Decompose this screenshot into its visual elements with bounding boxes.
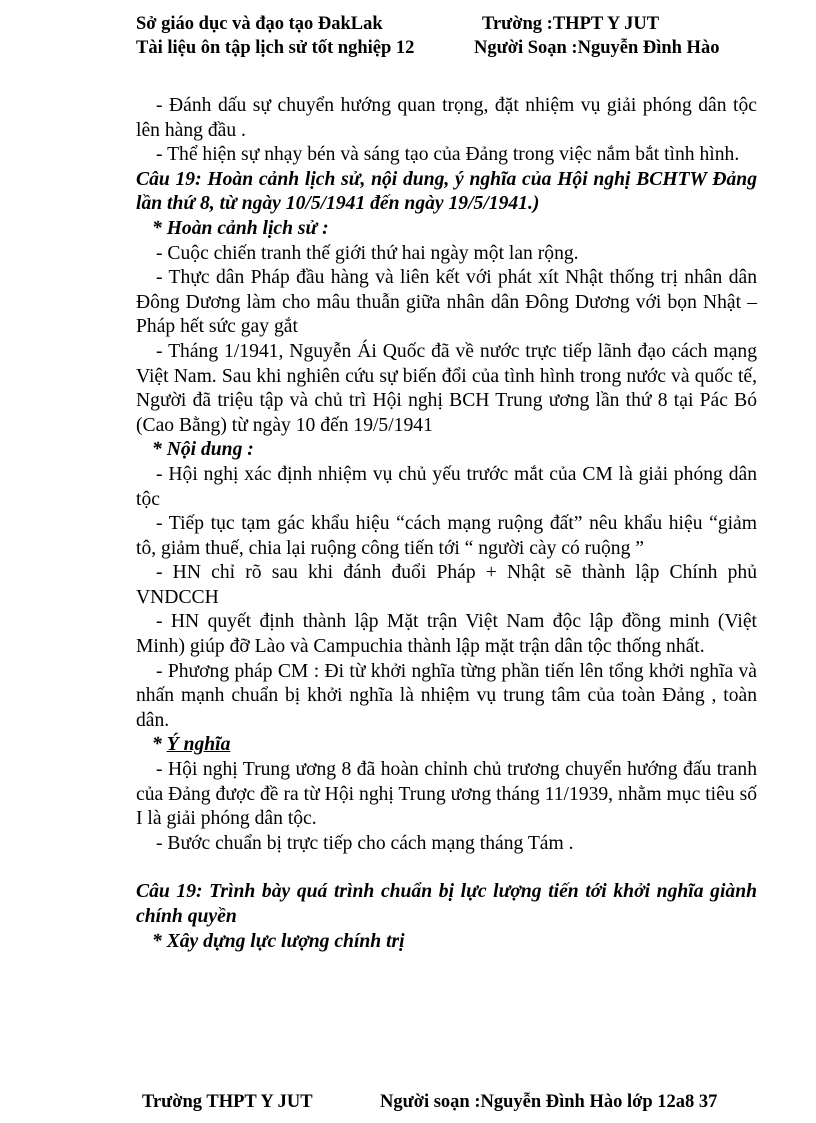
paragraph: - Hội nghị Trung ương 8 đã hoàn chỉnh chủ trương chuyển hướng đấu tranh của Đảng được đề ra từ Hội nghị Trung ương tháng 11/1939, nhằm mục tiêu số I là giải phóng dân tộc. xyxy=(136,759,757,830)
section-heading-context: * Hoàn cảnh lịch sử : xyxy=(152,217,329,239)
question-heading: Câu 19: Hoàn cảnh lịch sử, nội dung, ý nghĩa của Hội nghị BCHTW Đảng lần thứ 8, từ ngày 10/5/1941 đến ngày 19/5/1941.) xyxy=(136,168,757,215)
section-heading-meaning xyxy=(136,733,757,758)
spacer xyxy=(136,856,757,880)
paragraph: - Cuộc chiến tranh thế giới thứ hai ngày một lan rộng. xyxy=(156,242,579,264)
section-heading-content: * Nội dung : xyxy=(152,439,254,461)
paragraph: - Hội nghị xác định nhiệm vụ chủ yếu trước mắt của CM là giải phóng dân tộc xyxy=(136,463,757,510)
section-heading-political: * Xây dựng lực lượng chính trị xyxy=(152,930,405,952)
paragraph: - Thực dân Pháp đầu hàng và liên kết với phát xít Nhật thống trị nhân dân Đông Dương làm cho mâu thuẫn giữa nhân dân Đông Dương với bọn Nhật – Pháp hết sức gay gắt xyxy=(136,267,757,338)
paragraph: - HN quyết định thành lập Mặt trận Việt Nam độc lập đồng minh (Việt Minh) giúp đỡ Lào và Campuchia thành lập mặt trận dân tộc thống nhất. xyxy=(136,611,757,658)
question-heading: Câu 19: Trình bày quá trình chuẩn bị lực lượng tiến tới khởi nghĩa giành chính quyền xyxy=(136,881,757,927)
footer-school: Trường THPT Y JUT xyxy=(142,1092,313,1112)
page-header xyxy=(136,12,776,60)
paragraph: - Thể hiện sự nhạy bén và sáng tạo của Đảng trong việc nắm bắt tình hình. xyxy=(156,144,740,166)
paragraph: - Phương pháp CM : Đi từ khởi nghĩa từng phần tiến lên tổng khởi nghĩa và nhấn mạnh chuẩn bị khởi nghĩa là nhiệm vụ trung tâm của toàn Đảng , toàn dân. xyxy=(136,660,757,731)
header-author: Người Soạn :Nguyễn Đình Hào xyxy=(474,38,720,58)
paragraph: - HN chỉ rõ sau khi đánh đuổi Pháp + Nhật sẽ thành lập Chính phủ VNDCCH xyxy=(136,562,757,608)
heading-text: Ý nghĩa xyxy=(166,734,231,756)
header-school: Trường :THPT Y JUT xyxy=(482,14,660,34)
heading-bullet: * xyxy=(152,734,167,756)
header-department: Sở giáo dục và đạo tạo ĐakLak xyxy=(136,14,383,34)
header-document-title: Tài liệu ôn tập lịch sử tốt nghiệp 12 xyxy=(136,38,415,58)
paragraph: - Đánh dấu sự chuyển hướng quan trọng, đặt nhiệm vụ giải phóng dân tộc lên hàng đầu . xyxy=(136,95,757,141)
page-footer xyxy=(142,1090,762,1114)
paragraph: - Tiếp tục tạm gác khẩu hiệu “cách mạng ruộng đất” nêu khẩu hiệu “giảm tô, giảm thuế, chia lại ruộng công tiến tới “ người cày có ruộng ” xyxy=(136,513,757,559)
document-body xyxy=(136,94,757,954)
paragraph: - Bước chuẩn bị trực tiếp cho cách mạng tháng Tám . xyxy=(156,832,574,854)
footer-author-page: Người soạn :Nguyễn Đình Hào lớp 12a8 37 xyxy=(380,1092,718,1112)
paragraph: - Tháng 1/1941, Nguyễn Ái Quốc đã về nước trực tiếp lãnh đạo cách mạng Việt Nam. Sau khi nghiên cứu sự biến đổi của tình hình trong nước và quốc tế, Người đã triệu tập và chủ trì Hội nghị BCH Trung ương lần thứ 8 tại Pác Bó (Cao Bằng) từ ngày 10 đến 19/5/1941 xyxy=(136,340,757,436)
